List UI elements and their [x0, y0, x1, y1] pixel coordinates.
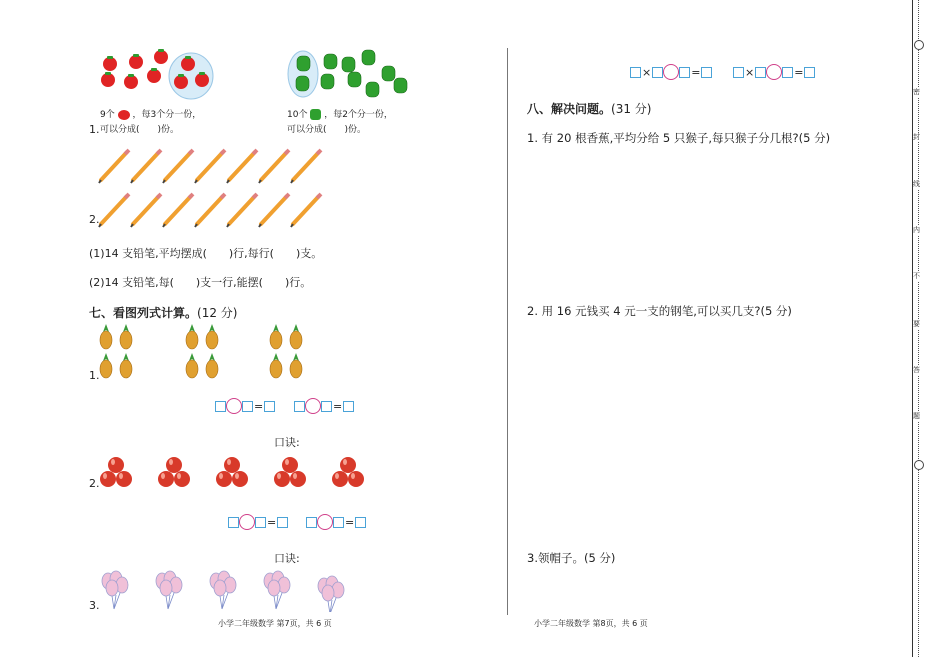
- equation-1b: [294, 398, 354, 414]
- question-number: 3.: [89, 599, 100, 612]
- answer-box[interactable]: [733, 67, 744, 78]
- times-sign: ×: [642, 65, 652, 79]
- tomato-question: 可以分成( )份。: [100, 125, 180, 135]
- operator-circle[interactable]: [317, 514, 333, 530]
- answer-box[interactable]: [355, 517, 366, 528]
- answer-box[interactable]: [264, 401, 275, 412]
- equation-1a: [215, 398, 275, 414]
- pencils-illustration: [97, 146, 327, 230]
- times-sign: ×: [745, 65, 755, 79]
- section-points: (31 分): [611, 102, 652, 116]
- answer-box[interactable]: [215, 401, 226, 412]
- binding-char: 要: [913, 320, 920, 328]
- tomato-count: 9个: [100, 110, 115, 120]
- binding-char: 线: [913, 180, 920, 188]
- section-title: 八、解决问题。: [527, 102, 612, 116]
- page-footer-left: 小学二年级数学 第7页，共 6 页: [218, 619, 332, 628]
- section-points: (12 分): [197, 306, 238, 320]
- answer-box[interactable]: [679, 67, 690, 78]
- equals-sign: =: [794, 65, 804, 79]
- question-number: 1.: [89, 369, 100, 382]
- mnemonic-label: 口诀:: [274, 436, 300, 449]
- answer-box[interactable]: [228, 517, 239, 528]
- section-8-title: [527, 100, 651, 117]
- operator-circle[interactable]: [766, 64, 782, 80]
- apples-illustration: [99, 455, 369, 490]
- operator-circle[interactable]: [663, 64, 679, 80]
- tomatoes-illustration: [96, 46, 221, 104]
- tomato-icon: [118, 110, 130, 120]
- pepper-icon: [310, 109, 321, 120]
- section-7-title: [89, 304, 237, 321]
- equals-sign: =: [333, 399, 343, 413]
- binding-char: 不: [913, 272, 920, 280]
- pencil-question-2: (2)14 支铅笔,每( )支一行,能摆( )行。: [89, 276, 312, 289]
- problem-1: 1. 有 20 根香蕉,平均分给 5 只猴子,每只猴子分几根?(5 分): [527, 131, 831, 145]
- equation-3a: [630, 64, 712, 80]
- answer-box[interactable]: [804, 67, 815, 78]
- problem-3: 3.领帽子。(5 分): [527, 551, 616, 565]
- pineapples-illustration: [98, 323, 313, 381]
- tomato-rule: ，每3个分一份，: [132, 110, 202, 120]
- equation-2a: [228, 514, 288, 530]
- answer-box[interactable]: [255, 517, 266, 528]
- answer-box[interactable]: [782, 67, 793, 78]
- answer-box[interactable]: [294, 401, 305, 412]
- page-divider: [507, 48, 508, 615]
- binding-char: 题: [913, 412, 920, 420]
- operator-circle[interactable]: [226, 398, 242, 414]
- pepper-rule: ，每2个分一份，: [324, 110, 393, 120]
- operator-circle[interactable]: [239, 514, 255, 530]
- peppers-illustration: [286, 46, 416, 104]
- equals-sign: =: [254, 399, 264, 413]
- answer-box[interactable]: [630, 67, 641, 78]
- answer-box[interactable]: [652, 67, 663, 78]
- question-number: 1.: [89, 123, 100, 136]
- answer-box[interactable]: [277, 517, 288, 528]
- equals-sign: =: [345, 515, 355, 529]
- mnemonic-label: 口诀:: [274, 552, 300, 565]
- binding-char: 封: [913, 133, 920, 141]
- problem-2: 2. 用 16 元钱买 4 元一支的钢笔,可以买几支?(5 分): [527, 304, 792, 318]
- section-title: 七、看图列式计算。: [89, 306, 198, 320]
- answer-box[interactable]: [333, 517, 344, 528]
- pepper-question: 可以分成( )份。: [287, 125, 367, 135]
- equals-sign: =: [691, 65, 701, 79]
- equation-2b: [306, 514, 366, 530]
- binding-hole-icon: [914, 460, 924, 470]
- answer-box[interactable]: [242, 401, 253, 412]
- answer-box[interactable]: [755, 67, 766, 78]
- binding-char: 内: [913, 226, 920, 234]
- equation-3b: [733, 64, 815, 80]
- equals-sign: =: [267, 515, 277, 529]
- question-number: 2.: [89, 477, 100, 490]
- answer-box[interactable]: [306, 517, 317, 528]
- binding-char: 密: [913, 88, 920, 96]
- binding-hole-icon: [914, 40, 924, 50]
- answer-box[interactable]: [343, 401, 354, 412]
- pencil-question-1: (1)14 支铅笔,平均摆成( )行,每行( )支。: [89, 247, 323, 260]
- answer-box[interactable]: [701, 67, 712, 78]
- answer-box[interactable]: [321, 401, 332, 412]
- question-number: 2.: [89, 213, 100, 226]
- pepper-count: 10个: [287, 110, 308, 120]
- page-footer-right: 小学二年级数学 第8页，共 6 页: [534, 619, 648, 628]
- binding-char: 答: [913, 366, 920, 374]
- balloons-illustration: [98, 570, 353, 612]
- operator-circle[interactable]: [305, 398, 321, 414]
